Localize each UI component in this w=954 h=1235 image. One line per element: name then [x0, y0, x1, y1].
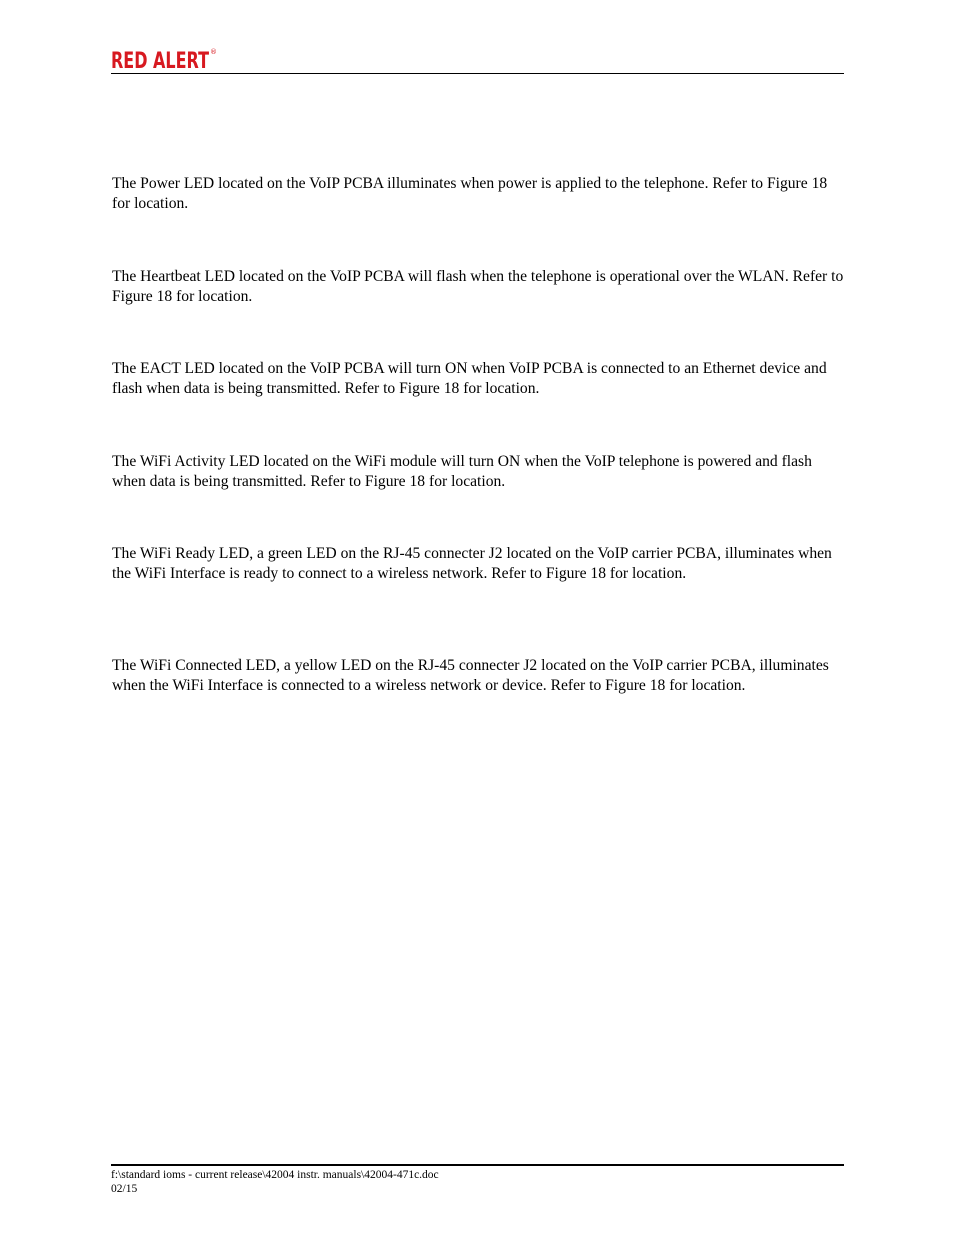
logo-registered-mark: ® — [210, 48, 217, 56]
header-divider — [111, 73, 844, 74]
heartbeat-led-paragraph: The Heartbeat LED located on the VoIP PCBA will flash when the telephone is operational over the WLAN. Refer to Figure 18 for location. — [112, 268, 844, 305]
wifi-activity-led-paragraph: The WiFi Activity LED located on the WiFi module will turn ON when the VoIP telephone is powered and flash when data is being transmitted. Refer to Figure 18 for location. — [112, 453, 812, 490]
wifi-ready-led-paragraph: The WiFi Ready LED, a green LED on the RJ-45 connecter J2 located on the VoIP carrier PCBA, illuminates when the WiFi Interface is ready to connect to a wireless network. Refer to Figure 18 for location. — [112, 545, 832, 582]
red-alert-logo-mark — [111, 46, 217, 70]
wifi-connected-led-paragraph: The WiFi Connected LED, a yellow LED on the RJ-45 connecter J2 located on the VoIP carrier PCBA, illuminates when the WiFi Interface is connected to a wireless network or device. Refer to Figure 18 for location. — [112, 657, 829, 694]
page-footer — [111, 1168, 439, 1196]
red-alert-logo — [111, 46, 217, 70]
footer-divider — [111, 1164, 844, 1166]
footer-date: 02/15 — [111, 1183, 138, 1195]
eact-led-paragraph: The EACT LED located on the VoIP PCBA will turn ON when VoIP PCBA is connected to an Ethernet device and flash when data is being transmitted. Refer to Figure 18 for location. — [112, 360, 827, 397]
footer-file-path: f:\standard ioms - current release\42004 instr. manuals\42004-471c.doc — [111, 1169, 439, 1181]
logo-wordmark: RED ALERT — [111, 49, 209, 70]
power-led-paragraph: The Power LED located on the VoIP PCBA illuminates when power is applied to the telephone. Refer to Figure 18 for location. — [112, 175, 828, 212]
